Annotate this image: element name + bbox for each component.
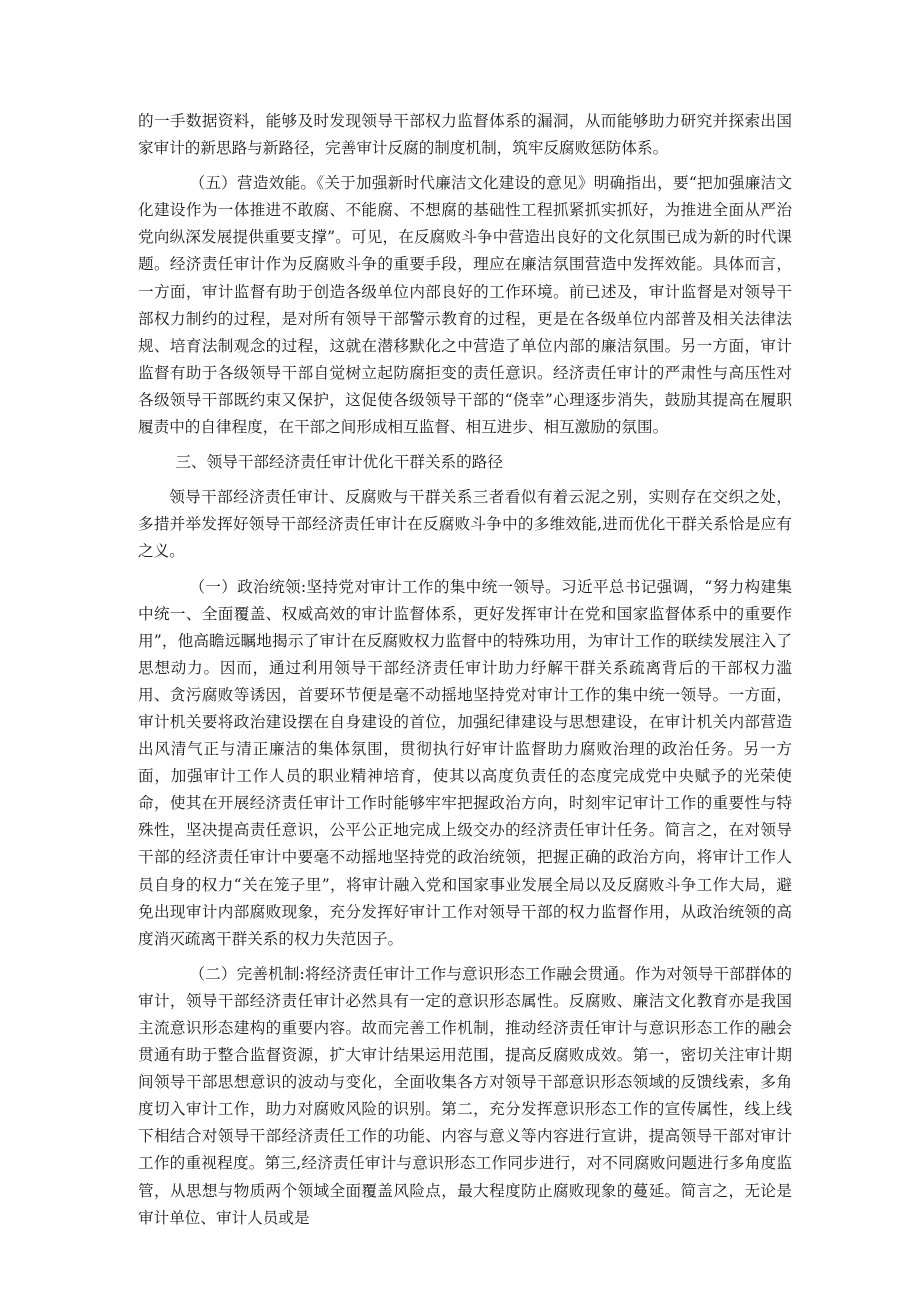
paragraph-improve-mechanism: （二）完善机制:将经济责任审计工作与意识形态工作融会贯通。作为对领导干部群体的审计，领导干部经济责任审计必然具有一定的意识形态属性。反腐败、廉洁文化教育亦是我国主流意识形态建构的重要内容。故而完善工作机制，推动经济责任审计与意识形态工作的融会贯通有助于整合监督资源，扩大审计结果运用范围，提高反腐败成效。第一，密切关注审计期间领导干部思想意识的波动与变化，全面收集各方对领导干部意识形态领域的反馈线索，多角度切入审计工作，助力对腐败风险的识别。第二，充分发挥意识形态工作的宣传属性，线上线下相结合对领导干部经济责任工作的功能、内容与意义等内容进行宣讲，提高领导干部对审计工作的重视程度。第三,经济责任审计与意识形态工作同步进行，对不同腐败问题进行多角度监管，从思想与物质两个领域全面覆盖风险点，最大程度防止腐败现象的蔓延。简言之，无论是审计单位、审计人员或是: [138, 964, 792, 1227]
section-heading-3: 三、领导干部经济责任审计优化干群关系的路径: [175, 453, 503, 472]
paragraph-section-5-atmosphere: （五）营造效能。《关于加强新时代廉洁文化建设的意见》明确指出，要“把加强廉洁文化建设作为一体推进不敢腐、不能腐、不想腐的基础性工程抓紧抓实抓好，为推进全面从严治党向纵深发展提供重要支撑”。可见，在反腐败斗争中营造出良好的文化氛围已成为新的时代课题。经济责任审计作为反腐败斗争的重要手段，理应在廉洁氛围营造中发挥效能。具体而言，一方面，审计监督有助于创造各级单位内部良好的工作环境。前已述及，审计监督是对领导干部权力制约的过程，是对所有领导干部警示教育的过程，更是在各级单位内部普及相关法律法规、培育法制观念的过程，这就在潜移默化之中营造了单位内部的廉洁氛围。另一方面，审计监督有助于各级领导干部自觉树立起防腐拒变的责任意识。经济责任审计的严肃性与高压性对各级领导干部既约束又保护，这促使各级领导干部的“侥幸”心理逐步消失，鼓励其提高在履职履责中的自律程度，在干部之间形成相互监督、相互进步、相互激励的氛围。: [138, 174, 792, 437]
paragraph-section-3-intro: 领导干部经济责任审计、反腐败与干群关系三者看似有着云泥之别，实则存在交织之处，多措并举发挥好领导干部经济责任审计在反腐败斗争中的多维效能,进而优化干群关系恰是应有之义。: [138, 488, 792, 561]
paragraph-continuation: 的一手数据资料，能够及时发现领导干部权力监督体系的漏洞，从而能够助力研究并探索出国家审计的新思路与新路径，完善审计反腐的制度机制，筑牢反腐败惩防体系。: [138, 112, 792, 158]
paragraph-political-leadership: （一）政治统领:坚持党对审计工作的集中统一领导。习近平总书记强调，“努力构建集中统一、全面覆盖、权威高效的审计监督体系，更好发挥审计在党和国家监督体系中的重要作用”，他高瞻远瞩地揭示了审计在反腐败权力监督中的特殊功用，为审计工作的联续发展注入了思想动力。因而，通过利用领导干部经济责任审计助力纾解干群关系疏离背后的干部权力滥用、贪污腐败等诱因，首要环节便是毫不动摇地坚持党对审计工作的集中统一领导。一方面，审计机关要将政治建设摆在自身建设的首位，加强纪律建设与思想建设，在审计机关内部营造出风清气正与清正廉洁的集体氛围，贯彻执行好审计监督助力腐败治理的政治任务。另一方面，加强审计工作人员的职业精神培育，使其以高度负责任的态度完成党中央赋予的光荣使命，使其在开展经济责任审计工作时能够牢牢把握政治方向，时刻牢记审计工作的重要性与特殊性，坚决提高责任意识，公平公正地完成上级交办的经济责任审计任务。简言之，在对领导干部的经济责任审计中要毫不动摇地坚持党的政治统领，把握正确的政治方向，将审计工作人员自身的权力“关在笼子里”，将审计融入党和国家事业发展全局以及反腐败斗争工作大局，避免出现审计内部腐败现象，充分发挥好审计工作对领导干部的权力监督作用，从政治统领的高度消灭疏离干群关系的权力失范因子。: [138, 577, 792, 948]
document-page: [138, 108, 792, 1240]
